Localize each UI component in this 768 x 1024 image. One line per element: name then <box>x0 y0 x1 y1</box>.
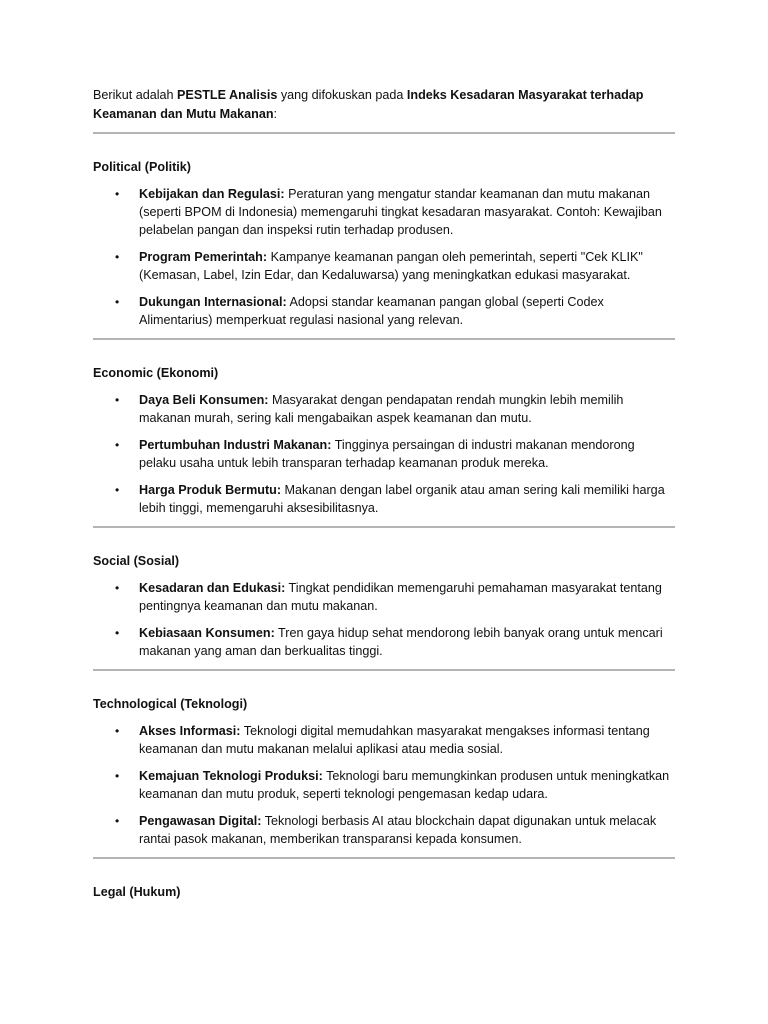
bullet-icon: • <box>115 187 120 201</box>
bullet-icon: • <box>115 393 120 407</box>
bullet-list <box>93 722 675 848</box>
section-title: Economic (Ekonomi) <box>93 366 219 380</box>
section-title: Political (Politik) <box>93 160 191 174</box>
section-divider <box>93 526 675 528</box>
item-text: Teknologi baru memungkinkan produsen untuk meningkatkan keamanan dan mutu produk, seperti teknologi pengemasan kedap udara. <box>139 769 670 801</box>
item-text: Adopsi standar keamanan pangan global (seperti Codex Alimentarius) memperkuat regulasi nasional yang relevan. <box>139 295 604 327</box>
intro-bold-topic: Indeks Kesadaran Masyarakat terhadap Keamanan dan Mutu Makanan <box>93 88 644 121</box>
item-text: Makanan dengan label organik atau aman sering kali memiliki harga lebih tinggi, memengaruhi aksesibilitasnya. <box>139 483 665 515</box>
sections-container <box>93 132 675 901</box>
bullet-icon: • <box>115 626 120 640</box>
item-term: Pengawasan Digital: <box>139 814 262 828</box>
section-title: Technological (Teknologi) <box>93 697 248 711</box>
item-text: Tingginya persaingan di industri makanan mendorong pelaku usaha untuk lebih transparan terhadap keamanan produk mereka. <box>139 438 635 470</box>
item-term: Kemajuan Teknologi Produksi: <box>139 769 323 783</box>
list-item <box>93 248 675 284</box>
item-text: Teknologi berbasis AI atau blockchain dapat digunakan untuk melacak rantai pasok makanan, memberikan transparansi kepada konsumen. <box>139 814 657 846</box>
bullet-icon: • <box>115 724 120 738</box>
document-page <box>93 86 675 901</box>
list-item <box>93 722 675 758</box>
list-item <box>93 293 675 329</box>
item-term: Harga Produk Bermutu: <box>139 483 282 497</box>
item-text: Teknologi digital memudahkan masyarakat mengakses informasi tentang keamanan dan mutu makanan melalui aplikasi atau media sosial. <box>139 724 650 756</box>
item-term: Kebijakan dan Regulasi: <box>139 187 285 201</box>
bullet-list <box>93 579 675 660</box>
intro-paragraph <box>93 86 675 124</box>
bullet-icon: • <box>115 295 120 309</box>
item-text: Kampanye keamanan pangan oleh pemerintah, seperti "Cek KLIK" (Kemasan, Label, Izin Edar, dan Kedaluwarsa) yang meningkatkan edukasi masyarakat. <box>139 250 643 282</box>
section-divider <box>93 132 675 134</box>
list-item <box>93 185 675 239</box>
item-term: Dukungan Internasional: <box>139 295 287 309</box>
section-divider <box>93 669 675 671</box>
bullet-icon: • <box>115 438 120 452</box>
item-term: Daya Beli Konsumen: <box>139 393 269 407</box>
bullet-list <box>93 185 675 329</box>
item-term: Kesadaran dan Edukasi: <box>139 581 286 595</box>
intro-prefix: Berikut adalah <box>93 88 178 102</box>
item-term: Kebiasaan Konsumen: <box>139 626 275 640</box>
list-item <box>93 391 675 427</box>
item-text: Masyarakat dengan pendapatan rendah mungkin lebih memilih makanan murah, sering kali mengabaikan aspek keamanan dan mutu. <box>139 393 624 425</box>
list-item <box>93 481 675 517</box>
section-title: Legal (Hukum) <box>93 885 181 899</box>
bullet-list <box>93 391 675 517</box>
bullet-icon: • <box>115 814 120 828</box>
item-text: Tingkat pendidikan memengaruhi pemahaman masyarakat tentang pentingnya keamanan dan mutu makanan. <box>139 581 662 613</box>
list-item <box>93 436 675 472</box>
section-divider <box>93 338 675 340</box>
intro-middle: yang difokuskan pada <box>277 88 407 102</box>
list-item <box>93 767 675 803</box>
item-text: Peraturan yang mengatur standar keamanan dan mutu makanan (seperti BPOM di Indonesia) memengaruhi tingkat kesadaran masyarakat. Contoh: Kewajiban pelabelan pangan dan inspeksi rutin terhadap produsen. <box>139 187 662 237</box>
bullet-icon: • <box>115 250 120 264</box>
item-text: Tren gaya hidup sehat mendorong lebih banyak orang untuk mencari makanan yang aman dan berkualitas tinggi. <box>139 626 663 658</box>
list-item <box>93 579 675 615</box>
bullet-icon: • <box>115 769 120 783</box>
item-term: Program Pemerintah: <box>139 250 268 264</box>
intro-suffix: : <box>273 107 278 121</box>
intro-bold-pestle: PESTLE Analisis <box>177 88 278 102</box>
bullet-icon: • <box>115 581 120 595</box>
bullet-icon: • <box>115 483 120 497</box>
list-item <box>93 812 675 848</box>
section-title: Social (Sosial) <box>93 554 180 568</box>
list-item <box>93 624 675 660</box>
item-term: Pertumbuhan Industri Makanan: <box>139 438 332 452</box>
item-term: Akses Informasi: <box>139 724 241 738</box>
section-divider <box>93 857 675 859</box>
